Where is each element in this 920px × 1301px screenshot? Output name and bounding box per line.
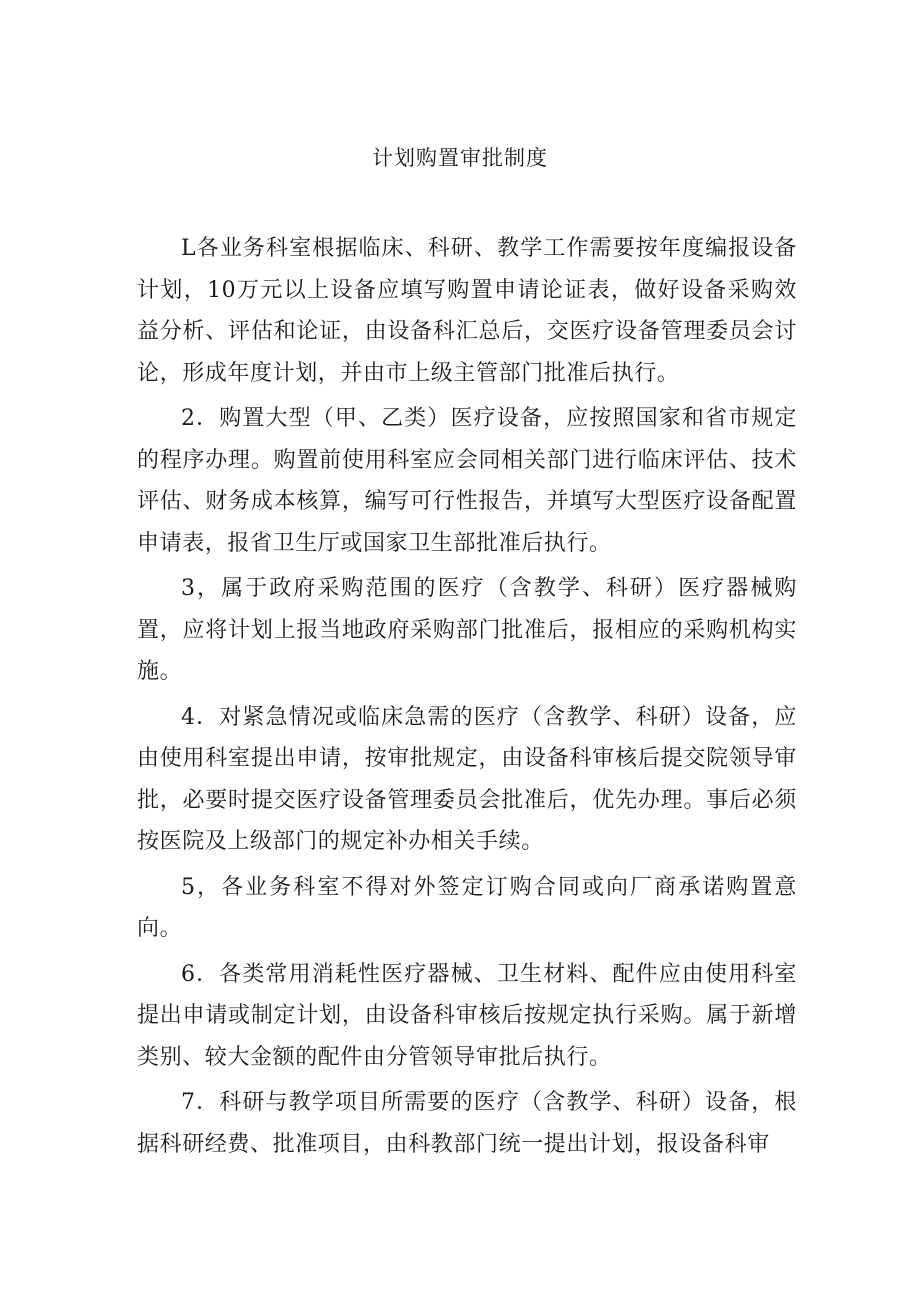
document-body — [137, 228, 797, 1165]
paragraph-1: L各业务科室根据临床、科研、教学工作需要按年度编报设备计划，10万元以上设备应填写购置申请论证表，做好设备采购效益分析、评估和论证，由设备科汇总后，交医疗设备管理委员会讨论，形成年度计划，并由市上级主管部门批准后执行。 — [137, 236, 797, 386]
paragraph-5: 5，各业务科室不得对外签定订购合同或向厂商承诺购置意向。 — [137, 874, 797, 941]
paragraph-3: 3，属于政府采购范围的医疗（含教学、科研）医疗器械购置，应将计划上报当地政府采购部门批准后，报相应的采购机构实施。 — [137, 576, 797, 684]
paragraph-6: 6．各类常用消耗性医疗器械、卫生材料、配件应由使用科室提出申请或制定计划，由设备科审核后按规定执行采购。属于新增类别、较大金额的配件由分管领导审批后执行。 — [137, 961, 797, 1070]
paragraph-2: 2．购置大型（甲、乙类）医疗设备，应按照国家和省市规定的程序办理。购置前使用科室应会同相关部门进行临床评估、技术评估、财务成本核算，编写可行性报告，并填写大型医疗设备配置申请表，报省卫生厅或国家卫生部批准后执行。 — [137, 406, 797, 556]
paragraph-4: 4．对紧急情况或临床急需的医疗（含教学、科研）设备，应由使用科室提出申请，按审批规定，由设备科审核后提交院领导审批，必要时提交医疗设备管理委员会批准后，优先办理。事后必须按医院及上级部门的规定补办相关手续。 — [137, 704, 797, 854]
document-title: 计划购置审批制度 — [372, 146, 548, 170]
paragraph-7: 7．科研与教学项目所需要的医疗（含教学、科研）设备，根据科研经费、批准项目，由科教部门统一提出计划，报设备科审 — [137, 1090, 797, 1157]
